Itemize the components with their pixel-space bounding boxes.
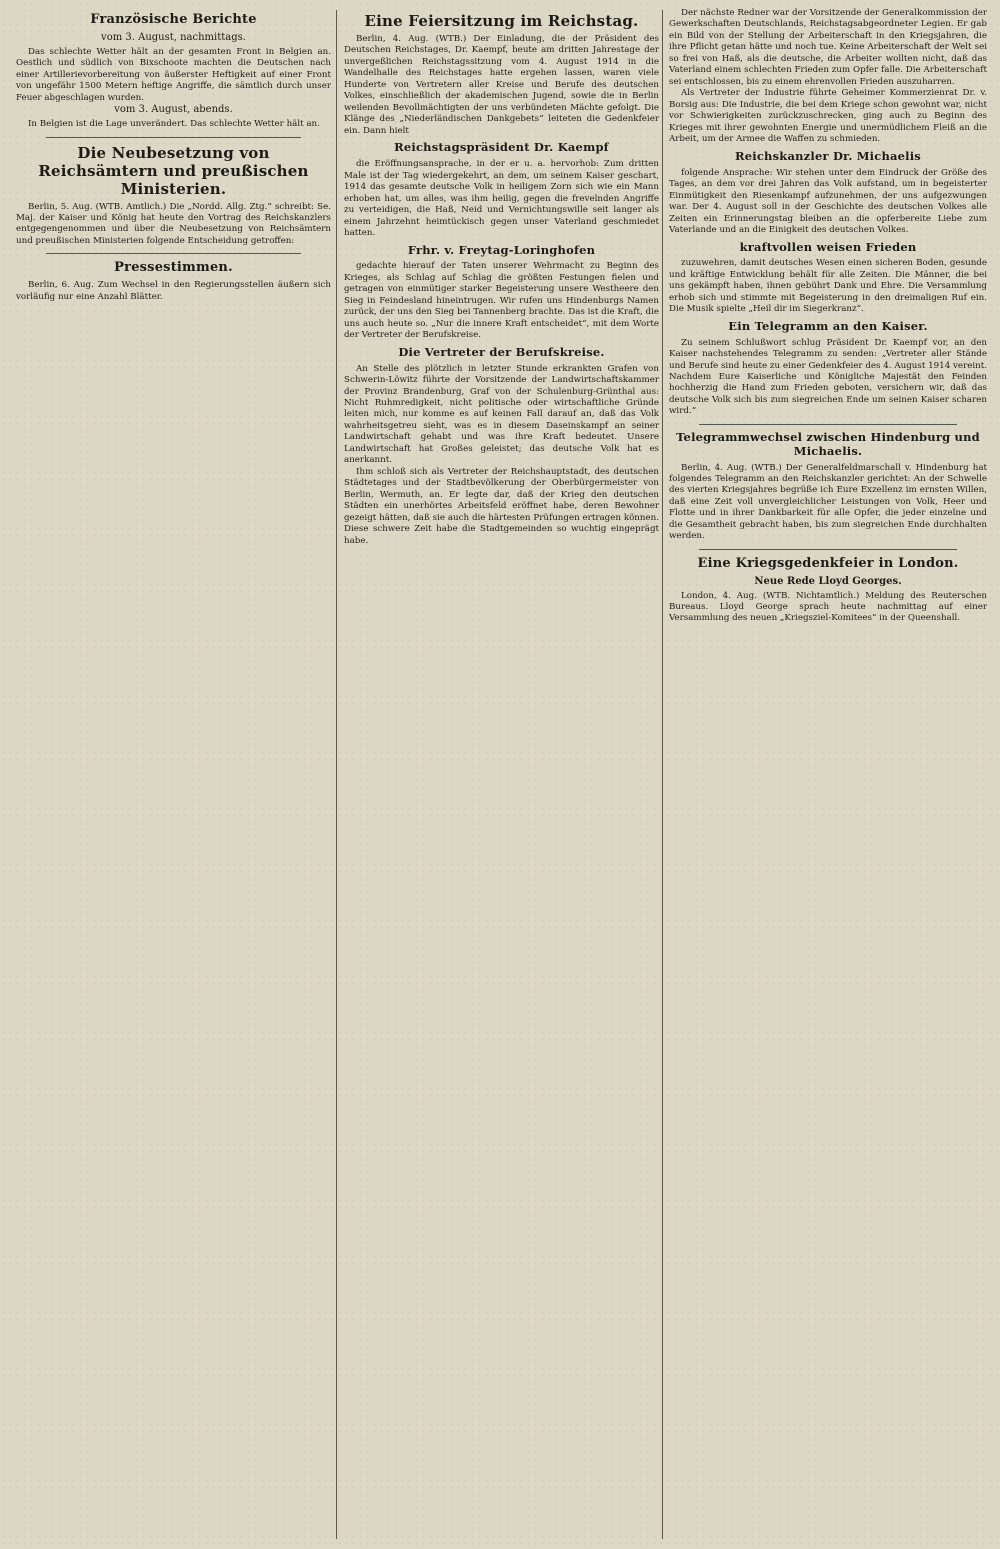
column-rule bbox=[336, 10, 337, 1539]
frieden-heading: kraftvollen weisen Frieden bbox=[739, 239, 917, 254]
left-column bbox=[16, 8, 331, 1541]
press-voices-heading: Pressestimmen. bbox=[114, 260, 233, 276]
article-text: Berlin, 5. Aug. (WTB. Amtlich.) Die „Nordd. Allg. Ztg.“ schreibt: Se. Maj. der Kaiser und König hat heute den Vortrag des Reichskanzlers entgegengenommen und über die Neubesetzung von Reichsämtern und preußischen Ministerien folgende Entscheidung getroffen: bbox=[16, 201, 331, 246]
article-text: gedachte hierauf der Taten unserer Wehrmacht zu Beginn des Krieges, als Schlag auf Schlag die größten Festungen fielen und getragen von einmütiger starker Begeisterung unsere Westheere den Sieg in Feindesland hineintrugen. Wir rufen uns Hindenburgs Namen zurück, der uns den Sieg bei Tannenberg brachte. Das ist die Kraft, die uns auch heute so. „Nur die innere Kraft entscheidet“, mit dem Worte der Vertreter der Berufskreise. bbox=[344, 261, 659, 341]
column-rule bbox=[662, 10, 663, 1539]
article-text: Zu seinem Schlußwort schlug Präsident Dr. Kaempf vor, an den Kaiser nachstehendes Telegramm zu senden: „Vertreter aller Stände und Berufe sind heute zu einer Gedenkfeier des 4. August 1914 vereint. Nachdem Eure Kaiserliche und Königliche Majestät den Feinden hochherzig die Hand zum Frieden geboten, versichern wir, daß das deutsche Volk sich bis zum siegreichen Ende um seinen Kaiser scharen wird.“ bbox=[669, 337, 987, 417]
article-text: Berlin, 4. Aug. (WTB.) Der Einladung, die der Präsident des Deutschen Reichstages, Dr. Kaempf, heute am dritten Jahrestage der unvergeßlichen Reichstagssitzung vom 4. August 1914 in die Wandelhalle des Reichstages hatte ergehen lassen, waren viele Hunderte von Vertretern aller Kreise und Berufe des deutschen Volkes, einschließlich der akademischen Jugend, sowie die in Berlin weilenden Bevollmächtigten der uns verbündeten Mächte gefolgt. Die Klänge des „Niederländischen Dankgebets“ leiteten die Gedenkfeier ein. Dann hielt bbox=[344, 34, 659, 136]
telegram-kaiser-heading: Ein Telegramm an den Kaiser. bbox=[728, 318, 928, 333]
article-text: Der nächste Redner war der Vorsitzende der Generalkommission der Gewerkschaften Deutschlands, Reichstagsabgeordneter Legien. Er gab ein Bild von der Stellung der Arbeiterschaft in den Kriegsjahren, die ihre Pflicht getan hätte und noch tue. Keine Arbeiterschaft der Welt sei so frei von Haß, als die deutsche, die Arbeiter wollten nicht, daß das Vaterland einem schlechten Frieden zum Opfer falle. Die Arbeiterschaft sei entschlossen, bis zu einem ehrenvollen Frieden auszuharren. bbox=[669, 8, 987, 87]
feiersitzung-heading: Eine Feiersitzung im Reichstag. bbox=[364, 12, 639, 30]
middle-column bbox=[344, 8, 659, 1541]
separator bbox=[699, 424, 957, 425]
article-text: die Eröffnungsansprache, in der er u. a. hervorhob: Zum dritten Male ist der Tag wiedergekehrt, an dem, um seinem Kaiser geschart, 1914 das gesamte deutsche Volk in heiligem Zorn sich wie ein Mann erhoben hat, um alles, was ihm heilig, gegen die frevelnden Angriffe zu verteidigen, die Haß, Neid und Vernichtungswille seit langer als einem Jahrzehnt heimtückisch gegen unser Vaterland geschmiedet hatten. bbox=[344, 159, 659, 239]
michaelis-heading: Reichskanzler Dr. Michaelis bbox=[735, 148, 921, 163]
freytag-heading: Frhr. v. Freytag-Loringhofen bbox=[407, 242, 596, 257]
article-text: Das schlechte Wetter hält an der gesamten Front in Belgien an. Oestlich und südlich von Bixschoote machten die Deutschen nach einer Artillerievorbereitung von äußerster Heftigkeit auf einer Front von ungefähr 1500 Metern heftige Angriffe, die sämtlich durch unser Feuer abgeschlagen wurden. bbox=[16, 46, 331, 103]
kaempf-heading: Reichstagspräsident Dr. Kaempf bbox=[394, 140, 609, 155]
article-text: Berlin, 6. Aug. Zum Wechsel in den Regierungsstellen äußern sich vorläufig nur eine Anzahl Blätter. bbox=[16, 280, 331, 302]
article-text: Als Vertreter der Industrie führte Geheimer Kommerzienrat Dr. v. Borsig aus: Die Industrie, die bei dem Kriege schon gewohnt war, nicht vor Schwierigkeiten zurückzuschrecken, ging auch zu Beginn des Krieges mit ihrer gewohnten Energie und unermüdlichem Fleiß an die Arbeit, um der Armee die Waffen zu schmieden. bbox=[669, 88, 987, 145]
article-text: Berlin, 4. Aug. (WTB.) Der Generalfeldmarschall v. Hindenburg hat folgendes Telegramm an den Reichskanzler gerichtet: An der Schwelle des vierten Kriegsjahres begrüße ich Eure Exzellenz im ernsten Willen, daß eine Zeit voll unvergleichlicher Leistungen von Volk, Heer und Flotte und in ihrer Dankbarkeit für alle Opfer, die jeder einzelne und die Gesamtheit gebracht haben, bis zum siegreichen Ende durchhalten werden. bbox=[669, 462, 987, 542]
separator bbox=[46, 253, 301, 254]
separator bbox=[699, 549, 957, 550]
article-text: zuzuwehren, damit deutsches Wesen einen sicheren Boden, gesunde und kräftige Entwicklung behält für alle Zeiten. Die Männer, die bei uns gekämpft haben, ihnen gebührt Dank und Ehre. Die Versammlung erhob sich und stimmte mit Begeisterung in den dreimaligen Ruf ein. Die Musik spielte „Heil dir im Siegerkranz“. bbox=[669, 258, 987, 315]
report-date: vom 3. August, abends. bbox=[114, 104, 233, 116]
article-text: London, 4. Aug. (WTB. Nichtamtlich.) Meldung des Reuterschen Bureaus. Lloyd George sprach heute nachmittag auf einer Versammlung des neuen „Kriegsziel-Komitees“ in der Queenshall. bbox=[669, 590, 987, 624]
article-text: Ihm schloß sich als Vertreter der Reichshauptstadt, des deutschen Städtetages und der Stadtbevölkerung der Oberbürgermeister von Berlin, Wermuth, an. Er legte dar, daß der Krieg den deutschen Städten ein unerhörtes Arbeitsfeld eröffnet habe, deren Bewohner gezeigt hätten, daß sie auch die härtesten Prüfungen ertragen können. Diese schwere Zeit habe die Stadtgemeinden so wuchtig eingeprägt habe. bbox=[344, 466, 659, 546]
reichsaemter-heading: Die Neubesetzung von Reichsämtern und preußischen Ministerien. bbox=[38, 143, 309, 198]
berufskreise-heading: Die Vertreter der Berufskreise. bbox=[398, 344, 605, 359]
telegram-exchange-heading: Telegrammwechsel zwischen Hindenburg und Michaelis. bbox=[676, 429, 980, 458]
report-date: vom 3. August, nachmittags. bbox=[101, 31, 246, 43]
article-text: folgende Ansprache: Wir stehen unter dem Eindruck der Größe des Tages, an dem vor drei Jahren das Volk aufstand, um in begeisterter Einmütigkeit den Riesenkampf aufzunehmen, der uns aufgezwungen war. Der 4. August soll in der Geschichte des deutschen Volkes alle Zeiten ein Erinnerungstag bleiben an die opferbereite Liebe zum Vaterlande und an die Einigkeit des deutschen Volkes. bbox=[669, 167, 987, 236]
london-subheading: Neue Rede Lloyd Georges. bbox=[754, 575, 902, 587]
london-heading: Eine Kriegsgedenkfeier in London. bbox=[697, 555, 959, 571]
french-reports-heading: Französische Berichte bbox=[90, 12, 257, 27]
separator bbox=[46, 137, 301, 138]
article-text: An Stelle des plötzlich in letzter Stunde erkrankten Grafen von Schwerin-Löwitz führte der Vorsitzende der Landwirtschaftskammer der Provinz Brandenburg, Graf von der Schulenburg-Grünthal aus: Nicht Ruhmredigkeit, nicht politische oder wirtschaftliche Gründe leiten mich, nur komme es auf keinen Fall darauf an, daß das Volk wahrheitsgetreu sieht, was es in diesem Daseinskampf an seiner Landwirtschaft gehabt und was ihre Kraft bedeutet. Unsere Landwirtschaft hat Großes geleistet; das deutsche Volk hat es anerkannt. bbox=[344, 363, 659, 466]
right-column bbox=[669, 8, 987, 1541]
article-text: In Belgien ist die Lage unverändert. Das schlechte Wetter hält an. bbox=[28, 119, 320, 130]
